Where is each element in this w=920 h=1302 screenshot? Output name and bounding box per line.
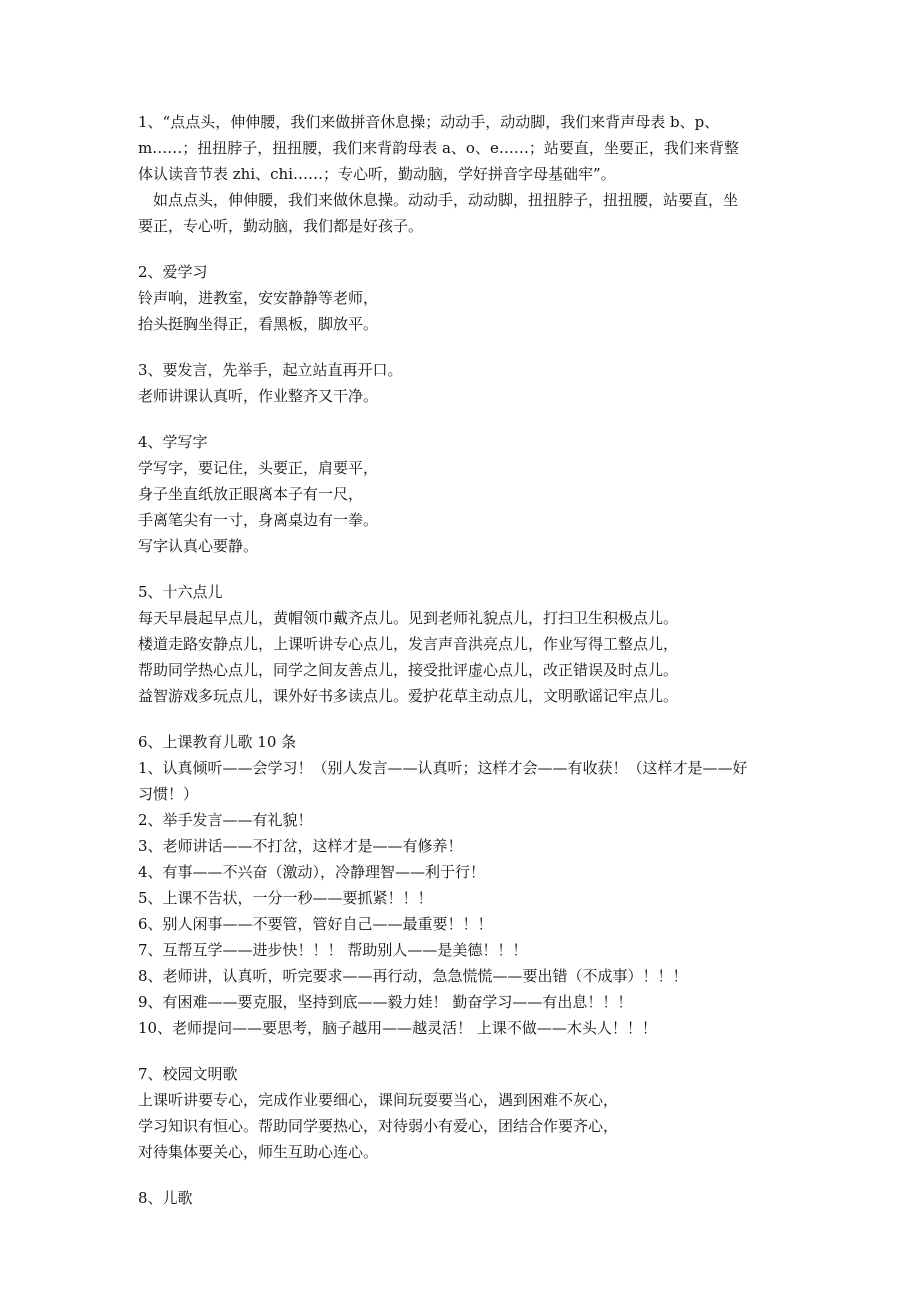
section-6 bbox=[138, 729, 798, 1041]
section-1-paragraph-line: 要正，专心听，勤动脑，我们都是好孩子。 bbox=[138, 217, 424, 235]
section-3-line: 3、要发言，先举手，起立站直再开口。 bbox=[138, 361, 403, 379]
section-2-line: 铃声响，进教室，安安静静等老师， bbox=[138, 289, 379, 307]
spacer bbox=[138, 337, 798, 357]
section-5-line: 每天早晨起早点儿，黄帽领巾戴齐点儿。见到老师礼貌点儿，打扫卫生积极点儿。 bbox=[138, 609, 679, 627]
section-7-title: 7、校园文明歌 bbox=[138, 1065, 238, 1083]
section-7 bbox=[138, 1061, 798, 1165]
section-2 bbox=[138, 259, 798, 337]
spacer bbox=[138, 1041, 798, 1061]
section-5-line: 帮助同学热心点儿，同学之间友善点儿，接受批评虚心点儿，改正错误及时点儿。 bbox=[138, 661, 679, 679]
section-4-line: 手离笔尖有一寸，身离桌边有一拳。 bbox=[138, 511, 379, 529]
document-body bbox=[138, 109, 798, 1211]
section-6-line: 10、老师提问——要思考，脑子越用——越灵活！ 上课不做——木头人！！！ bbox=[138, 1019, 657, 1037]
spacer bbox=[138, 709, 798, 729]
section-3-line: 老师讲课认真听，作业整齐又干净。 bbox=[138, 387, 379, 405]
section-2-title: 2、爱学习 bbox=[138, 263, 208, 281]
section-1-line: m……；扭扭脖子，扭扭腰，我们来背韵母表 a、o、e……；站要直，坐要正，我们来背整 bbox=[138, 139, 739, 157]
spacer bbox=[138, 1165, 798, 1185]
section-7-line: 上课听讲要专心，完成作业要细心，课间玩耍要当心，遇到困难不灰心， bbox=[138, 1091, 619, 1109]
section-6-line: 7、互帮互学——进步快！！！ 帮助别人——是美德！！！ bbox=[138, 941, 528, 959]
section-3 bbox=[138, 357, 798, 409]
section-1 bbox=[138, 109, 798, 239]
section-8-title: 8、儿歌 bbox=[138, 1189, 193, 1207]
section-5 bbox=[138, 579, 798, 709]
section-5-line: 楼道走路安静点儿，上课听讲专心点儿，发言声音洪亮点儿，作业写得工整点儿， bbox=[138, 635, 679, 653]
section-5-line: 益智游戏多玩点儿，课外好书多读点儿。爱护花草主动点儿，文明歌谣记牢点儿。 bbox=[138, 687, 679, 705]
section-6-line: 4、有事——不兴奋（激动），冷静理智——利于行！ bbox=[138, 863, 486, 881]
section-4-line: 身子坐直纸放正眼离本子有一尺， bbox=[138, 485, 364, 503]
section-4-title: 4、学写字 bbox=[138, 433, 208, 451]
section-6-title: 6、上课教育儿歌 10 条 bbox=[138, 733, 297, 751]
section-4-line: 学写字，要记住，头要正，肩要平， bbox=[138, 459, 379, 477]
section-6-line: 2、举手发言——有礼貌！ bbox=[138, 811, 313, 829]
spacer bbox=[138, 409, 798, 429]
section-5-title: 5、十六点儿 bbox=[138, 583, 223, 601]
section-6-line: 习惯！） bbox=[138, 785, 199, 803]
section-4 bbox=[138, 429, 798, 559]
section-1-line: 1、“点点头，伸伸腰，我们来做拼音休息操；动动手，动动脚，我们来背声母表 b、p、 bbox=[138, 113, 720, 131]
section-2-line: 抬头挺胸坐得正，看黑板，脚放平。 bbox=[138, 315, 379, 333]
section-6-line: 8、老师讲，认真听，听完要求——再行动，急急慌慌——要出错（不成事）！！！ bbox=[138, 967, 688, 985]
section-6-line: 9、有困难——要克服，坚持到底——毅力娃！ 勤奋学习——有出息！！！ bbox=[138, 993, 633, 1011]
section-6-line: 1、认真倾听——会学习！（别人发言——认真听；这样才会——有收获！（这样才是——好 bbox=[138, 759, 748, 777]
section-4-line: 写字认真心要静。 bbox=[138, 537, 259, 555]
section-7-line: 对待集体要关心，师生互助心连心。 bbox=[138, 1143, 379, 1161]
section-7-line: 学习知识有恒心。帮助同学要热心，对待弱小有爱心，团结合作要齐心， bbox=[138, 1117, 619, 1135]
section-1-paragraph-line: 如点点头，伸伸腰，我们来做休息操。动动手，动动脚，扭扭脖子，扭扭腰，站要直，坐 bbox=[153, 191, 739, 209]
section-8 bbox=[138, 1185, 798, 1211]
spacer bbox=[138, 239, 798, 259]
spacer bbox=[138, 559, 798, 579]
section-6-line: 5、上课不告状，一分一秒——要抓紧！！！ bbox=[138, 889, 433, 907]
section-6-line: 3、老师讲话——不打岔，这样才是——有修养！ bbox=[138, 837, 463, 855]
section-1-line: 体认读音节表 zhi、chi……；专心听，勤动脑，学好拼音字母基础牢”。 bbox=[138, 165, 616, 183]
section-6-line: 6、别人闲事——不要管，管好自己——最重要！！！ bbox=[138, 915, 493, 933]
